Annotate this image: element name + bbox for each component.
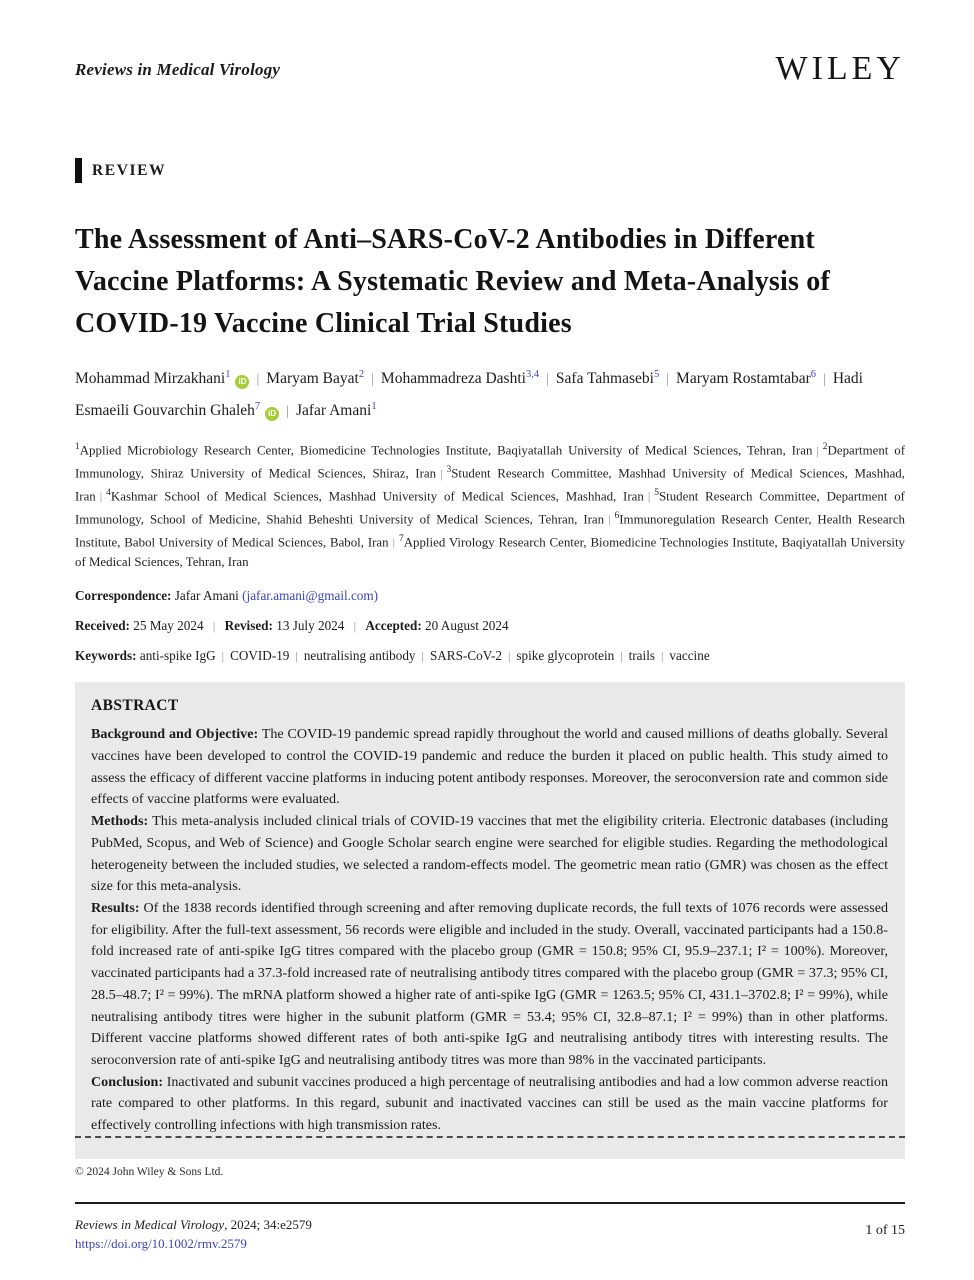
author-sup: 2 xyxy=(358,369,365,380)
keyword: trails xyxy=(628,648,655,664)
journal-name: Reviews in Medical Virology xyxy=(75,60,281,79)
author xyxy=(296,402,377,419)
dashed-divider xyxy=(75,1136,905,1138)
received-label: Received: xyxy=(75,618,130,634)
keyword: neutralising antibody xyxy=(303,648,416,664)
affiliation-text: Student Research Committee, Department of Immunology, School of Medicine, Shahid Beheshti University of Medical Sciences, Tehran, Iran xyxy=(75,489,905,527)
abstract-results xyxy=(91,898,888,1072)
correspondence-line xyxy=(75,587,905,605)
citation-line xyxy=(75,1215,312,1234)
abstract-section-label: Results: xyxy=(91,899,140,916)
dates-separator: | xyxy=(212,619,216,634)
copyright: © 2024 John Wiley & Sons Ltd. xyxy=(75,1166,224,1178)
abstract-section-text: Inactivated and subunit vaccines produced a high percentage of neutralising antibodies and had a low common adverse reaction rate compared to other platforms. In this regard, subunit and inactivated vaccines can still be used as the main vaccine platforms for effectively controlling infections with high transmission rates. xyxy=(91,1073,888,1134)
keyword-separator: | xyxy=(508,649,511,664)
affiliation-separator: | xyxy=(392,535,395,550)
affiliation-sup: 4 xyxy=(106,488,111,499)
author-separator: | xyxy=(666,372,670,388)
dates-line xyxy=(75,617,905,635)
keyword-separator: | xyxy=(661,649,664,664)
article-type xyxy=(75,158,905,183)
keyword: COVID-19 xyxy=(230,648,290,664)
wiley-logo: WILEY xyxy=(775,50,905,87)
author-sup: 1 xyxy=(225,369,231,380)
affiliation-separator: | xyxy=(440,466,443,481)
author-sup: 5 xyxy=(653,369,660,380)
doi-link[interactable]: https://doi.org/10.1002/rmv.2579 xyxy=(75,1236,247,1251)
author-list xyxy=(75,361,905,425)
page-header xyxy=(75,50,905,88)
affiliation-text: Student Research Committee, Mashhad University of Medical Sciences, Mashhad, Iran xyxy=(75,466,905,504)
keywords-line xyxy=(75,647,905,665)
abstract-section-text: Of the 1838 records identified through screening and after removing duplicate records, the full texts of 1076 records were assessed for eligibility. After the full-text assessment, 56 records were eligible and included in the study. Overall, vaccinated participants had a 150.8-fold increased rate of anti-spike IgG titres compared with the placebo group (GMR = 150.8; 95% CI, 95.9–237.1; I² = 100%). Moreover, vaccinated participants had a 37.3-fold increased rate of neutralising antibody titres compared with the placebo group (GMR = 37.3; 95% CI, 28.5–48.7; I² = 99%). The mRNA platform showed a higher rate of anti-spike IgG (GMR = 1263.5; 95% CI, 431.1–3702.8; I² = 99%), while neutralising antibody titres were higher in the subunit platform (GMR = 53.4; 95% CI, 32.8–87.1; I² = 99%) than in other platforms. Different vaccine platforms showed different rates of both anti-spike IgG and neutralising antibody titres with interesting results. The seroconversion rate of anti-spike IgG and neutralising antibody titres was more than 98% in the vaccinated participants. xyxy=(91,899,888,1068)
author-name: Jafar Amani xyxy=(295,402,372,420)
affiliation-text: Department of Immunology, Shiraz University of Medical Sciences, Shiraz, Iran xyxy=(75,443,905,481)
received-date: 25 May 2024 xyxy=(133,618,204,634)
citation-journal: Reviews in Medical Virology xyxy=(75,1217,225,1232)
abstract-box xyxy=(75,682,905,1158)
article-type-label: REVIEW xyxy=(92,161,167,179)
affiliation-sup: 6 xyxy=(614,510,620,521)
accepted-date: 20 August 2024 xyxy=(425,618,509,634)
author-name: Mohammadreza Dashti xyxy=(380,370,526,388)
affiliation-sup: 1 xyxy=(75,442,80,453)
author-separator: | xyxy=(823,372,826,388)
author xyxy=(266,370,364,387)
keyword-separator: | xyxy=(295,649,298,664)
keyword: SARS-CoV-2 xyxy=(429,648,503,664)
orcid-icon[interactable]: iD xyxy=(235,375,249,389)
correspondence-email-link[interactable]: (jafar.amani@gmail.com) xyxy=(242,588,379,604)
keywords-label: Keywords: xyxy=(75,648,137,664)
revised-label: Revised: xyxy=(224,618,273,634)
citation xyxy=(75,1215,312,1253)
affiliation-sup: 7 xyxy=(398,533,404,544)
author-sup: 3,4 xyxy=(525,369,540,380)
author xyxy=(556,370,659,387)
affiliation-text: Applied Microbiology Research Center, Biomedicine Technologies Institute, Baqiyatallah University of Medical Sciences, Tehran, Iran xyxy=(79,443,813,458)
author-name: Hadi Esmaeili Gouvarchin Ghaleh xyxy=(75,370,863,420)
affiliation-text: Kashmar School of Medical Sciences, Mashhad University of Medical Sciences, Mashhad, Iran xyxy=(110,489,644,504)
keyword: anti-spike IgG xyxy=(139,648,216,664)
abstract-section-label: Methods: xyxy=(91,813,149,830)
author-sup: 7 xyxy=(254,401,261,413)
citation-rest: , 2024; 34:e2579 xyxy=(224,1217,312,1232)
abstract-section-label: Background and Objective: xyxy=(91,726,259,743)
author-name: Maryam Rostamtabar xyxy=(676,370,811,388)
abstract-section-label: Conclusion: xyxy=(91,1073,164,1090)
author-separator: | xyxy=(286,404,289,420)
keyword: vaccine xyxy=(669,648,710,664)
abstract-section-text: The COVID-19 pandemic spread rapidly throughout the world and caused millions of deaths globally. Several vaccines have been developed to control the COVID-19 pandemic and reduce the burden it placed on public health. This study aimed to assess the efficacy of different vaccine platforms in inducing potent antibody responses. Moreover, the seroconversion rate and common side effects of vaccine platforms were evaluated. xyxy=(91,726,889,808)
affiliation-text: Immunoregulation Research Center, Health Research Institute, Babol University of Medical Sciences, Babol, Iran xyxy=(75,512,905,550)
affiliation-separator: | xyxy=(608,512,611,527)
author-name: Mohammad Mirzakhani xyxy=(75,370,226,388)
author-name: Safa Tahmasebi xyxy=(555,370,654,388)
orcid-icon[interactable]: iD xyxy=(265,407,279,421)
footer xyxy=(75,1136,905,1253)
dates-separator: | xyxy=(353,619,357,634)
affiliation-sup: 5 xyxy=(654,488,659,499)
affiliation-sup: 3 xyxy=(446,465,452,476)
abstract-section-text: This meta-analysis included clinical trials of COVID-19 vaccines that met the eligibility criteria. Electronic databases (including PubMed, Scopus, and Web of Science) and Google Scholar search engine were searched for eligible studies. Regarding the methodological heterogeneity between the included studies, we selected a random-effects model. The geometric mean ratio (GMR) was chosen as the effect size for this meta-analysis. xyxy=(91,813,888,895)
author xyxy=(676,370,816,387)
author-separator: | xyxy=(371,372,374,388)
page-number: 1 of 15 xyxy=(865,1223,905,1238)
author xyxy=(381,370,539,387)
abstract-background xyxy=(91,724,888,811)
author-sup: 1 xyxy=(371,401,377,413)
correspondence-label: Correspondence: xyxy=(75,588,172,604)
affiliation-separator: | xyxy=(99,489,103,504)
keyword-separator: | xyxy=(221,649,225,664)
keyword-separator: | xyxy=(421,649,424,664)
abstract-methods xyxy=(91,811,888,898)
review-bar-icon xyxy=(75,158,82,183)
correspondence-name: Jafar Amani xyxy=(174,588,239,604)
author-separator: | xyxy=(546,372,549,388)
author-name: Maryam Bayat xyxy=(266,370,359,388)
author-separator: | xyxy=(256,372,260,388)
footer-row xyxy=(75,1215,905,1253)
accepted-label: Accepted: xyxy=(365,618,422,634)
affiliation-text: Applied Virology Research Center, Biomedicine Technologies Institute, Baqiyatallah University of Medical Sciences, Tehran, Iran xyxy=(75,535,905,569)
revised-date: 13 July 2024 xyxy=(276,618,345,634)
keyword-separator: | xyxy=(620,649,623,664)
abstract-conclusion xyxy=(91,1072,888,1137)
affiliation-separator: | xyxy=(816,443,819,458)
affiliation-separator: | xyxy=(647,489,651,504)
keyword: spike glycoprotein xyxy=(516,648,615,664)
affiliation-sup: 2 xyxy=(822,442,828,453)
footer-divider xyxy=(75,1202,905,1204)
page-title: The Assessment of Anti–SARS-CoV-2 Antibodies in Different Vaccine Platforms: A Systematic Review and Meta-Analysis of COVID-19 Vaccine Clinical Trial Studies xyxy=(75,224,830,339)
author xyxy=(75,370,249,387)
author-sup: 6 xyxy=(810,369,817,380)
abstract-heading: ABSTRACT xyxy=(91,697,179,715)
affiliations xyxy=(75,438,905,572)
